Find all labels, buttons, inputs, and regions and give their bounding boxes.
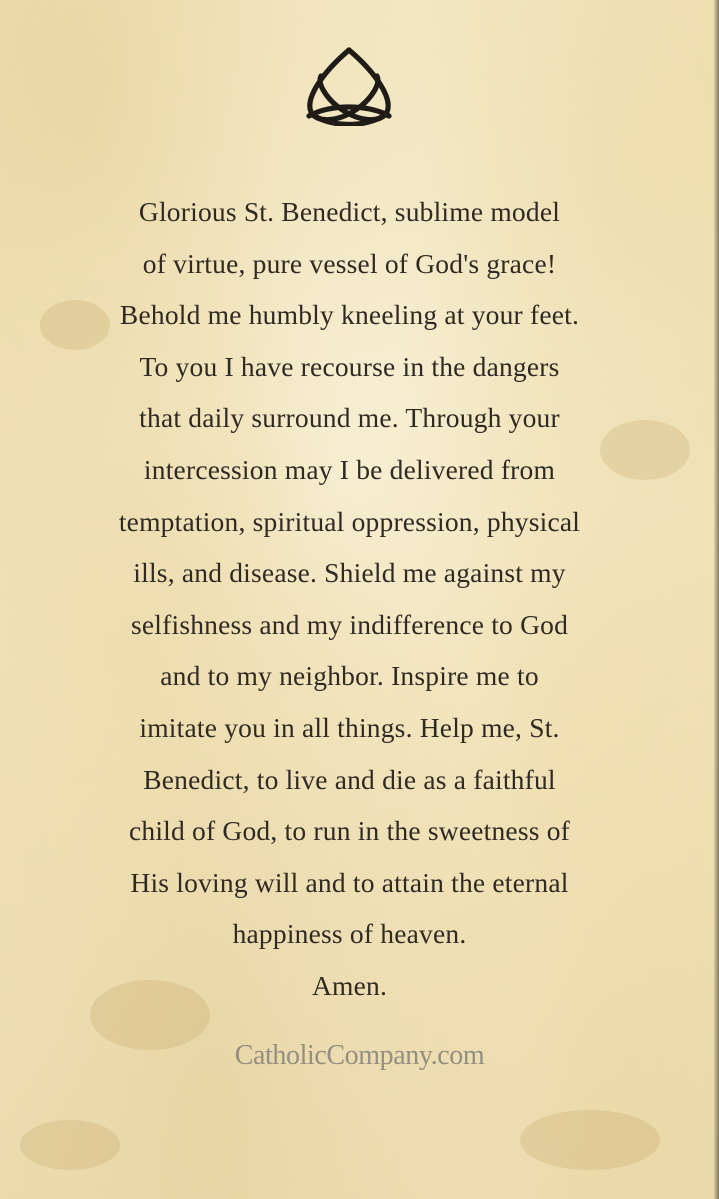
prayer-amen: Amen.	[311, 969, 388, 1001]
triquetra-icon	[299, 44, 399, 126]
prayer-line: His loving will and to attain the eternal	[130, 866, 569, 898]
prayer-line: To you I have recourse in the dangers	[139, 350, 560, 382]
prayer-line: imitate you in all things. Help me, St.	[139, 711, 560, 743]
prayer-line: Benedict, to live and die as a faithful	[143, 763, 556, 795]
prayer-text	[30, 186, 669, 1012]
prayer-line: temptation, spiritual oppression, physical	[118, 505, 581, 537]
prayer-line: happiness of heaven.	[232, 918, 467, 950]
prayer-line: ills, and disease. Shield me against my	[133, 557, 566, 589]
prayer-line: Behold me humbly kneeling at your feet.	[119, 299, 580, 331]
prayer-line: and to my neighbor. Inspire me to	[160, 660, 539, 692]
prayer-line: Glorious St. Benedict, sublime model	[138, 196, 561, 227]
prayer-line: that daily surround me. Through your	[139, 402, 560, 434]
prayer-line: selfishness and my indifference to God	[130, 608, 569, 640]
card-edge-shadow	[714, 0, 719, 1199]
prayer-line: child of God, to run in the sweetness of	[128, 815, 571, 847]
paper-stain	[520, 1110, 660, 1170]
website-credit: CatholicCompany.com	[234, 1040, 485, 1071]
prayer-line: intercession may I be delivered from	[143, 453, 556, 485]
paper-stain	[20, 1120, 120, 1170]
prayer-line: of virtue, pure vessel of God's grace!	[142, 247, 557, 279]
